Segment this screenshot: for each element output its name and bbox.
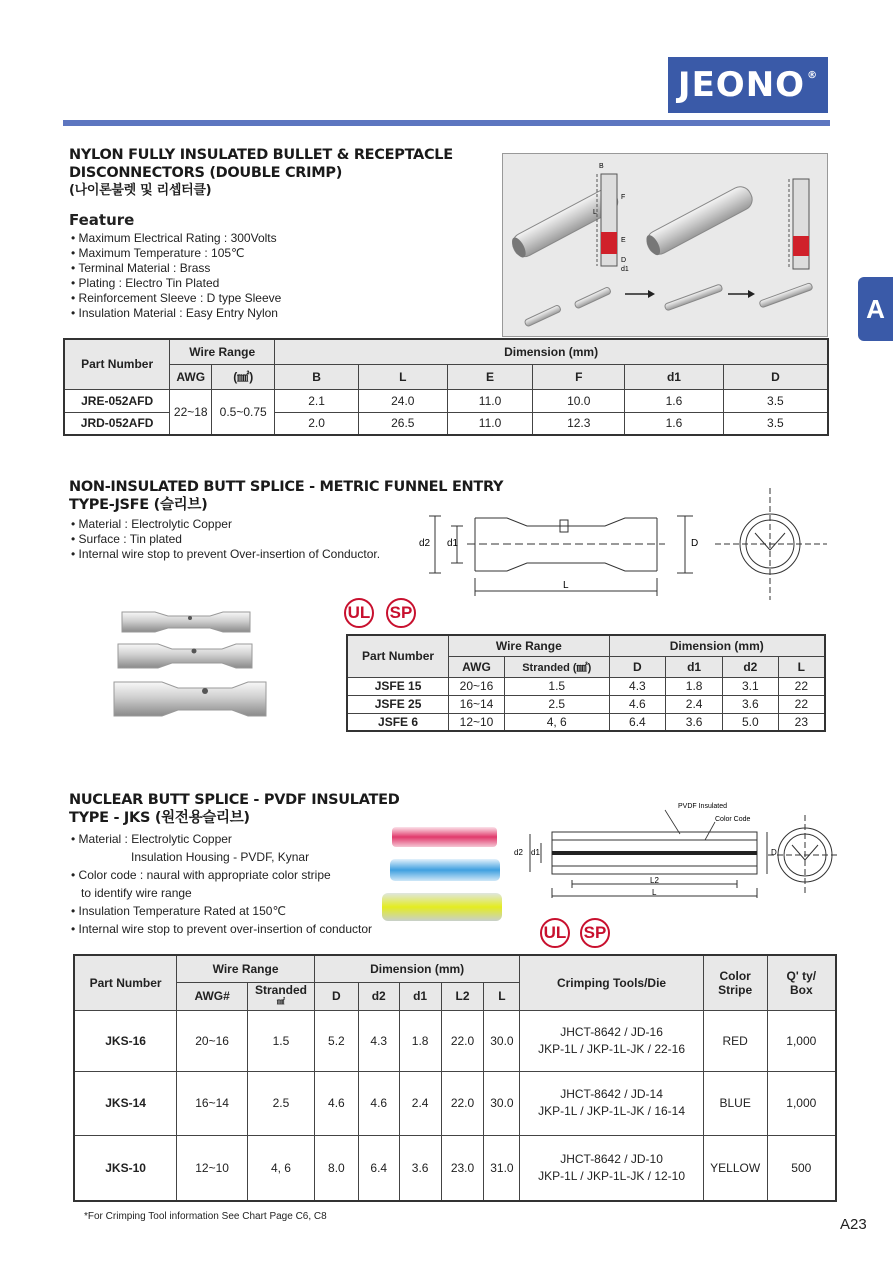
awg-cell: 12~10	[449, 713, 505, 731]
header-dim-l2: L2	[441, 982, 484, 1010]
header-dim-e: E	[447, 364, 533, 389]
dim-cell: 4.3	[358, 1010, 399, 1071]
header-dim-d: D	[723, 364, 828, 389]
header-dim-l: L	[484, 982, 520, 1010]
section2-title-line1: NON-INSULATED BUTT SPLICE - METRIC FUNNEL ENTRY	[69, 479, 504, 495]
dim-cell: 23.0	[441, 1135, 484, 1201]
feature-item: • Material : Electrolytic Copper	[71, 517, 380, 532]
dim-d2-label: d2	[419, 538, 431, 549]
red-sleeve	[392, 827, 497, 847]
csa-cert-icon: SP	[580, 918, 610, 948]
awg-cell: 16~14	[177, 1071, 248, 1135]
header-color-stripe	[703, 955, 767, 1010]
footnote: *For Crimping Tool information See Chart Page C6, C8	[84, 1211, 327, 1222]
logo-text: JEONO	[677, 65, 806, 105]
feature-item: • Internal wire stop to prevent over-insertion of conductor	[71, 922, 373, 936]
dim-cell: 10.0	[533, 389, 625, 412]
ul-cert-icon: UL	[344, 598, 374, 628]
header-stranded-line1: Stranded	[254, 983, 307, 997]
header-dim-l: L	[358, 364, 447, 389]
dim-cell: 6.4	[358, 1135, 399, 1201]
section3-feature-list	[71, 830, 391, 938]
header-dimension: Dimension (mm)	[609, 635, 825, 656]
header-color-line1: Color	[719, 968, 751, 983]
stranded-cell: 1.5	[248, 1010, 315, 1071]
section3-title-line2: TYPE - JKS (원전용슬리브)	[69, 810, 250, 826]
header-crimping-tools: Crimping Tools/Die	[520, 955, 703, 1010]
feature-heading: Feature	[69, 211, 135, 229]
dim-d-label: D	[621, 257, 627, 264]
part-number-cell: JSFE 6	[347, 713, 449, 731]
section1-spec-table	[63, 338, 829, 436]
section1-title	[69, 146, 453, 200]
part-number-cell: JKS-16	[74, 1010, 177, 1071]
header-dimension: Dimension (mm)	[314, 955, 519, 982]
part-number-cell: JKS-14	[74, 1071, 177, 1135]
feature-item: • Surface : Tin plated	[71, 532, 380, 547]
dim-cell: 5.2	[314, 1010, 358, 1071]
section3-title	[69, 791, 399, 827]
header-part-number: Part Number	[347, 635, 449, 677]
header-dim-d1: d1	[399, 982, 441, 1010]
header-qty-line2: Box	[789, 982, 813, 997]
page-number: A23	[840, 1216, 867, 1233]
bullet-receptacle-illustration	[503, 154, 827, 336]
feature-item: • Internal wire stop to prevent Over-insertion of Conductor.	[71, 547, 380, 562]
dim-cell: 3.6	[722, 695, 778, 713]
tools-cell	[520, 1135, 703, 1201]
tools-cell	[520, 1010, 703, 1071]
dim-cell: 4.3	[609, 677, 666, 695]
table-row	[74, 1071, 836, 1135]
tool-line: JKP-1L / JKP-1L-JK / 22-16	[538, 1041, 686, 1056]
small-terminals	[524, 283, 813, 327]
stranded-cell: 2.5	[504, 695, 609, 713]
tool-line: JHCT-8642 / JD-16	[560, 1024, 663, 1039]
section-tab: A	[858, 277, 893, 341]
dim-cell: 6.4	[609, 713, 666, 731]
header-color-line2: Stripe	[718, 982, 753, 997]
dim-cell: 1.8	[399, 1010, 441, 1071]
dim-cell: 12.3	[533, 412, 625, 435]
header-awg: AWG	[449, 656, 505, 677]
header-dim-l: L	[778, 656, 825, 677]
header-dim-d2: d2	[358, 982, 399, 1010]
header-dim-d1: d1	[625, 364, 724, 389]
jeono-logo	[668, 57, 828, 113]
section1-title-line2: DISCONNECTORS (DOUBLE CRIMP)	[69, 165, 343, 181]
table-row	[347, 713, 825, 731]
section2-spec-table	[346, 634, 826, 732]
dim-d2-label: d2	[514, 848, 523, 857]
tools-cell	[520, 1071, 703, 1135]
yellow-sleeve	[382, 893, 502, 921]
dim-d-label: D	[691, 538, 699, 549]
csa-cert-icon: SP	[386, 598, 416, 628]
section2-title-line2: TYPE-JSFE (슬리브)	[69, 497, 208, 513]
section1-title-kr: (나이론불렛 및 리셉터클)	[69, 183, 212, 198]
dim-b-label: B	[599, 163, 604, 170]
awg-cell: 20~16	[449, 677, 505, 695]
feature-item: • Terminal Material : Brass	[71, 261, 281, 276]
awg-cell: 20~16	[177, 1010, 248, 1071]
table-row	[347, 695, 825, 713]
stranded-cell: 1.5	[504, 677, 609, 695]
dim-cell: 1.6	[625, 389, 724, 412]
awg-cell: 22~18	[170, 389, 212, 435]
header-dim-d2: d2	[722, 656, 778, 677]
header-dim-f: F	[533, 364, 625, 389]
dim-cell: 5.0	[722, 713, 778, 731]
dim-cell: 4.6	[314, 1071, 358, 1135]
dim-cell: 4.6	[609, 695, 666, 713]
registered-mark: ®	[807, 69, 819, 81]
bullet-receptacle-photo	[502, 153, 828, 337]
jks-splice-photo	[380, 823, 505, 923]
dim-cell: 8.0	[314, 1135, 358, 1201]
dim-l-label: L	[593, 209, 597, 216]
mm2-cell: 0.5~0.75	[212, 389, 275, 435]
dim-cell: 4.6	[358, 1071, 399, 1135]
header-dim-d: D	[609, 656, 666, 677]
dim-cell: 24.0	[358, 389, 447, 412]
dim-cell: 2.0	[275, 412, 359, 435]
dim-cell: 2.1	[275, 389, 359, 412]
section1-feature-list	[71, 231, 281, 321]
tool-line: JHCT-8642 / JD-10	[560, 1151, 663, 1166]
section3-title-line1: NUCLEAR BUTT SPLICE - PVDF INSULATED	[69, 792, 400, 808]
dim-cell: 30.0	[484, 1010, 520, 1071]
header-part-number: Part Number	[74, 955, 177, 1010]
header-dimension: Dimension (mm)	[275, 339, 828, 364]
part-number-cell: JSFE 15	[347, 677, 449, 695]
feature-item: • Insulation Material : Easy Entry Nylon	[71, 306, 281, 321]
part-number-cell: JKS-10	[74, 1135, 177, 1201]
table-row	[64, 389, 828, 412]
dim-cell: 3.5	[723, 412, 828, 435]
color-cell: YELLOW	[703, 1135, 767, 1201]
dim-cell: 23	[778, 713, 825, 731]
stranded-cell: 4, 6	[248, 1135, 315, 1201]
dim-l2-label: L2	[650, 876, 659, 885]
dim-cell: 3.5	[723, 389, 828, 412]
dim-cell: 3.6	[399, 1135, 441, 1201]
pvdf-label: PVDF Insulated	[678, 803, 728, 810]
header-dim-d: D	[314, 982, 358, 1010]
dim-cell: 22	[778, 695, 825, 713]
feature-item: • Material : Electrolytic Copper	[71, 832, 232, 846]
ul-cert-icon: UL	[540, 918, 570, 948]
part-number-cell: JRE-052AFD	[64, 389, 170, 412]
dim-cell: 22.0	[441, 1071, 484, 1135]
jsfe-dimension-drawing	[415, 488, 835, 600]
header-awg: AWG#	[177, 982, 248, 1010]
bullet-large	[643, 183, 756, 258]
color-code-label: Color Code	[715, 816, 751, 823]
dim-cell: 3.1	[722, 677, 778, 695]
color-cell: RED	[703, 1010, 767, 1071]
header-wire-range: Wire Range	[177, 955, 315, 982]
dim-d1-label: d1	[531, 848, 540, 857]
dim-e-label: E	[621, 237, 626, 244]
dim-cell: 1.8	[666, 677, 723, 695]
color-cell: BLUE	[703, 1071, 767, 1135]
feature-item: • Maximum Electrical Rating : 300Volts	[71, 231, 281, 246]
feature-item: • Color code : naural with appropriate color stripe	[71, 868, 331, 882]
dim-cell: 30.0	[484, 1071, 520, 1135]
qty-cell: 1,000	[767, 1071, 836, 1135]
tool-line: JKP-1L / JKP-1L-JK / 16-14	[538, 1104, 686, 1118]
feature-item: to identify wire range	[81, 886, 192, 900]
jks-dimension-drawing	[510, 800, 840, 902]
jsfe-splice-photo	[110, 598, 280, 723]
dim-d1-label: d1	[447, 538, 459, 549]
stranded-cell: 4, 6	[504, 713, 609, 731]
dim-cell: 11.0	[447, 389, 533, 412]
awg-cell: 16~14	[449, 695, 505, 713]
tool-line: JHCT-8642 / JD-14	[560, 1087, 663, 1101]
header-awg: AWG	[170, 364, 212, 389]
header-rule	[63, 120, 830, 126]
awg-cell: 12~10	[177, 1135, 248, 1201]
dim-cell: 3.6	[666, 713, 723, 731]
blue-sleeve	[390, 859, 500, 881]
feature-item: • Maximum Temperature : 105℃	[71, 246, 281, 261]
dim-cell: 22	[778, 677, 825, 695]
dim-cell: 2.4	[666, 695, 723, 713]
dim-cell: 11.0	[447, 412, 533, 435]
dim-cell: 2.4	[399, 1071, 441, 1135]
feature-item: Insulation Housing - PVDF, Kynar	[131, 850, 310, 864]
section-drawing-2	[789, 179, 809, 269]
feature-item: • Reinforcement Sleeve : D type Sleeve	[71, 291, 281, 306]
dim-cell: 1.6	[625, 412, 724, 435]
header-stranded-unit: ㎟	[276, 997, 285, 1006]
header-stranded	[248, 982, 315, 1010]
dim-f-label: F	[621, 194, 626, 201]
header-wire-range: Wire Range	[170, 339, 275, 364]
dim-cell: 31.0	[484, 1135, 520, 1201]
dim-l-label: L	[563, 580, 569, 591]
table-row	[347, 677, 825, 695]
header-dim-d1: d1	[666, 656, 723, 677]
dim-l-label: L	[652, 888, 657, 897]
part-number-cell: JSFE 25	[347, 695, 449, 713]
header-stranded: Stranded (㎟)	[504, 656, 609, 677]
header-qty-box	[767, 955, 836, 1010]
tool-line: JKP-1L / JKP-1L-JK / 12-10	[538, 1168, 686, 1183]
section3-spec-table	[73, 954, 837, 1202]
dim-cell: 26.5	[358, 412, 447, 435]
part-number-cell: JRD-052AFD	[64, 412, 170, 435]
header-mm2: (㎟)	[212, 364, 275, 389]
header-qty-line1: Q' ty/	[786, 968, 817, 983]
header-dim-b: B	[275, 364, 359, 389]
feature-item: • Insulation Temperature Rated at 150℃	[71, 904, 286, 918]
qty-cell: 500	[767, 1135, 836, 1201]
table-row	[74, 1135, 836, 1201]
dim-d-label: D	[771, 848, 777, 857]
qty-cell: 1,000	[767, 1010, 836, 1071]
section2-feature-list	[71, 517, 380, 562]
feature-item: • Plating : Electro Tin Plated	[71, 276, 281, 291]
dim-cell: 22.0	[441, 1010, 484, 1071]
dim-d1-label: d1	[621, 266, 629, 273]
section1-title-line1: NYLON FULLY INSULATED BULLET & RECEPTACLE	[69, 147, 453, 163]
stranded-cell: 2.5	[248, 1071, 315, 1135]
header-part-number: Part Number	[64, 339, 170, 389]
table-row	[74, 1010, 836, 1071]
header-wire-range: Wire Range	[449, 635, 609, 656]
